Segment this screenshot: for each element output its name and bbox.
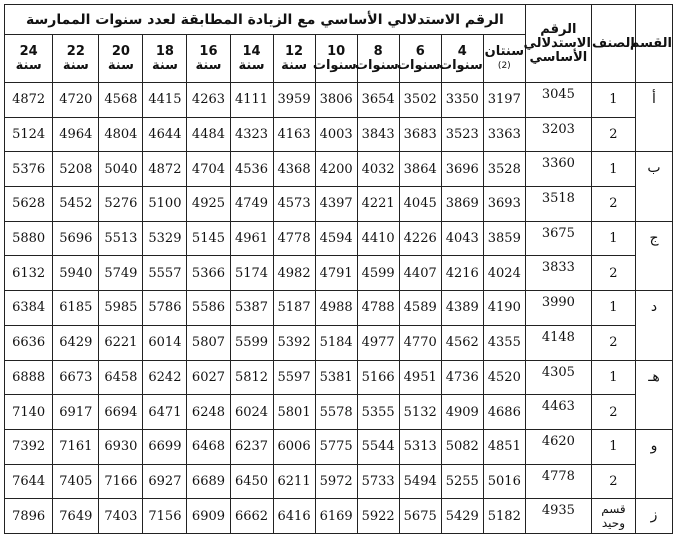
index-value-cell: 3683	[399, 117, 441, 152]
header-years-unit: سنة	[62, 57, 89, 73]
index-value-cell: 5124	[5, 117, 53, 152]
index-value-cell: 6689	[187, 464, 230, 499]
index-value-cell: 4925	[187, 187, 230, 222]
header-years-unit: سنة	[107, 57, 134, 73]
index-value-cell: 5628	[5, 187, 53, 222]
table-row	[5, 429, 673, 464]
section-label: ج	[635, 221, 672, 290]
table-row	[5, 187, 673, 222]
index-value-cell: 4589	[399, 291, 441, 326]
grade-cell: 2	[591, 117, 635, 152]
index-value-cell: 4032	[357, 152, 399, 187]
header-years-unit: سنوات	[354, 57, 399, 73]
index-value-cell: 3523	[441, 117, 483, 152]
index-value-cell: 7896	[5, 499, 53, 534]
table-row	[5, 360, 673, 395]
index-value-cell: 6024	[230, 395, 273, 430]
index-value-cell: 6132	[5, 256, 53, 291]
index-value-cell: 4982	[273, 256, 315, 291]
header-years-number: 10	[327, 43, 346, 59]
index-value-cell: 3363	[483, 117, 525, 152]
index-value-cell: 5040	[99, 152, 143, 187]
header-years-9	[99, 35, 143, 83]
index-value-cell: 5184	[315, 325, 357, 360]
index-value-cell: 5985	[99, 291, 143, 326]
grade-cell: 1	[591, 83, 635, 118]
index-value-cell: 3869	[441, 187, 483, 222]
index-value-cell: 6450	[230, 464, 273, 499]
basic-index-cell: 4148	[525, 325, 591, 360]
index-value-cell: 5586	[187, 291, 230, 326]
index-value-cell: 7166	[99, 464, 143, 499]
header-years-2	[396, 35, 441, 83]
index-value-cell: 7405	[53, 464, 99, 499]
index-value-cell: 4964	[53, 117, 99, 152]
index-value-cell: 5366	[187, 256, 230, 291]
index-value-cell: 4720	[53, 83, 99, 118]
index-value-cell: 6416	[273, 499, 315, 534]
index-value-cell: 5696	[53, 221, 99, 256]
grade-cell: 1	[591, 360, 635, 395]
index-value-cell: 5132	[399, 395, 441, 430]
index-value-cell: 5733	[357, 464, 399, 499]
index-value-cell: 4520	[483, 360, 525, 395]
index-value-cell: 4397	[315, 187, 357, 222]
index-value-cell: 3654	[357, 83, 399, 118]
index-value-cell: 5972	[315, 464, 357, 499]
header-years-note: (2)	[497, 60, 511, 71]
index-value-cell: 5182	[483, 499, 525, 534]
index-value-cell: 5082	[441, 429, 483, 464]
index-value-cell: 5329	[143, 221, 187, 256]
table-row	[5, 291, 673, 326]
grade-cell: 2	[591, 187, 635, 222]
header-years-6	[230, 35, 273, 83]
section-label: ب	[635, 152, 672, 221]
index-value-cell: 3959	[273, 83, 315, 118]
index-value-cell: 5557	[143, 256, 187, 291]
index-value-cell: 5578	[315, 395, 357, 430]
index-value-cell: 6237	[230, 429, 273, 464]
basic-index-cell: 3360	[525, 152, 591, 187]
index-value-cell: 4568	[99, 83, 143, 118]
index-value-cell: 4594	[315, 221, 357, 256]
header-years-unit: سنة	[151, 57, 178, 73]
index-value-cell: 5801	[273, 395, 315, 430]
index-value-cell: 6221	[99, 325, 143, 360]
index-value-cell: 4599	[357, 256, 399, 291]
header-years-number: 14	[242, 43, 261, 59]
table-row	[5, 83, 673, 118]
index-value-cell: 5392	[273, 325, 315, 360]
index-value-cell: 4778	[273, 221, 315, 256]
header-years-7	[187, 35, 230, 83]
section-label: أ	[635, 83, 672, 152]
index-value-cell: 4407	[399, 256, 441, 291]
basic-index-cell: 4305	[525, 360, 591, 395]
index-value-cell: 4804	[99, 117, 143, 152]
index-value-cell: 3528	[483, 152, 525, 187]
grade-cell: 2	[591, 325, 635, 360]
index-value-cell: 4389	[441, 291, 483, 326]
index-value-cell: 5208	[53, 152, 99, 187]
header-years-number: 24	[19, 43, 38, 59]
grade-cell: 2	[591, 464, 635, 499]
index-value-cell: 5387	[230, 291, 273, 326]
grade-cell: 1	[591, 429, 635, 464]
section-label: و	[635, 429, 672, 498]
grade-cell: 2	[591, 256, 635, 291]
index-value-cell: 3843	[357, 117, 399, 152]
index-value-cell: 3864	[399, 152, 441, 187]
basic-index-cell: 4620	[525, 429, 591, 464]
index-value-cell: 4951	[399, 360, 441, 395]
index-value-cell: 4190	[483, 291, 525, 326]
header-years-number: 22	[66, 43, 85, 59]
index-value-cell: 5187	[273, 291, 315, 326]
index-value-cell: 4644	[143, 117, 187, 152]
section-label: ز	[635, 499, 672, 534]
index-value-cell: 4988	[315, 291, 357, 326]
index-value-cell: 5922	[357, 499, 399, 534]
index-value-cell: 5775	[315, 429, 357, 464]
index-value-cell: 4415	[143, 83, 187, 118]
basic-index-cell: 4935	[525, 499, 591, 534]
index-value-cell: 3859	[483, 221, 525, 256]
header-years-number: 8	[373, 43, 383, 59]
header-years-number: 16	[199, 43, 218, 59]
index-value-cell: 6468	[187, 429, 230, 464]
header-basic-index: الرقم الاستدلالي الأساسي	[525, 5, 591, 83]
header-years-unit: سنوات	[312, 57, 357, 73]
grade-cell: 2	[591, 395, 635, 430]
index-value-cell: 5880	[5, 221, 53, 256]
section-label: د	[635, 291, 672, 360]
index-value-cell: 5812	[230, 360, 273, 395]
basic-index-cell: 3045	[525, 83, 591, 118]
index-value-cell: 4872	[5, 83, 53, 118]
table-row	[5, 221, 673, 256]
index-value-cell: 6662	[230, 499, 273, 534]
index-value-cell: 7140	[5, 395, 53, 430]
table-row	[5, 395, 673, 430]
header-years-3	[354, 35, 399, 83]
salary-index-table-wrapper	[4, 4, 673, 534]
index-value-cell: 7392	[5, 429, 53, 464]
index-value-cell: 4200	[315, 152, 357, 187]
index-value-cell: 5786	[143, 291, 187, 326]
index-value-cell: 6917	[53, 395, 99, 430]
header-years-number: 18	[155, 43, 174, 59]
table-row	[5, 325, 673, 360]
header-years-unit: سنوات	[439, 57, 483, 73]
index-value-cell: 4736	[441, 360, 483, 395]
index-value-cell: 6006	[273, 429, 315, 464]
index-value-cell: 5355	[357, 395, 399, 430]
index-value-cell: 5452	[53, 187, 99, 222]
basic-index-cell: 3833	[525, 256, 591, 291]
index-value-cell: 5313	[399, 429, 441, 464]
index-value-cell: 7649	[53, 499, 99, 534]
index-value-cell: 4961	[230, 221, 273, 256]
table-row	[5, 152, 673, 187]
index-value-cell: 4043	[441, 221, 483, 256]
section-label: هـ	[635, 360, 672, 429]
index-value-cell: 4323	[230, 117, 273, 152]
index-value-cell: 6927	[143, 464, 187, 499]
index-value-cell: 5166	[357, 360, 399, 395]
basic-index-cell: 3990	[525, 291, 591, 326]
header-section: القسم	[635, 5, 672, 83]
index-value-cell: 4770	[399, 325, 441, 360]
header-years-number: 20	[111, 43, 130, 59]
index-value-cell: 5100	[143, 187, 187, 222]
index-value-cell: 4484	[187, 117, 230, 152]
index-value-cell: 5749	[99, 256, 143, 291]
basic-index-cell: 4463	[525, 395, 591, 430]
index-value-cell: 4263	[187, 83, 230, 118]
index-value-cell: 6248	[187, 395, 230, 430]
index-value-cell: 4704	[187, 152, 230, 187]
index-value-cell: 6636	[5, 325, 53, 360]
header-years-10	[53, 35, 99, 83]
index-value-cell: 6694	[99, 395, 143, 430]
index-value-cell: 6014	[143, 325, 187, 360]
index-value-cell: 7403	[99, 499, 143, 534]
index-value-cell: 6930	[99, 429, 143, 464]
index-value-cell: 4045	[399, 187, 441, 222]
index-value-cell: 4788	[357, 291, 399, 326]
header-years-5	[273, 35, 315, 83]
index-value-cell: 4216	[441, 256, 483, 291]
index-value-cell: 3197	[483, 83, 525, 118]
table-row	[5, 117, 673, 152]
basic-index-cell: 3518	[525, 187, 591, 222]
index-value-cell: 4749	[230, 187, 273, 222]
index-value-cell: 4536	[230, 152, 273, 187]
index-value-cell: 6471	[143, 395, 187, 430]
index-value-cell: 6458	[99, 360, 143, 395]
index-value-cell: 6185	[53, 291, 99, 326]
index-value-cell: 5544	[357, 429, 399, 464]
header-years-0	[483, 35, 525, 83]
salary-index-table	[4, 4, 673, 534]
basic-index-cell: 3203	[525, 117, 591, 152]
index-value-cell: 5255	[441, 464, 483, 499]
basic-index-cell: 4778	[525, 464, 591, 499]
index-value-cell: 5429	[441, 499, 483, 534]
header-years-number: 4	[457, 43, 467, 59]
index-value-cell: 3502	[399, 83, 441, 118]
index-value-cell: 4872	[143, 152, 187, 187]
index-value-cell: 5940	[53, 256, 99, 291]
index-value-cell: 4003	[315, 117, 357, 152]
index-value-cell: 5381	[315, 360, 357, 395]
index-value-cell: 4163	[273, 117, 315, 152]
index-value-cell: 5675	[399, 499, 441, 534]
index-value-cell: 4355	[483, 325, 525, 360]
table-row	[5, 499, 673, 534]
grade-cell: 1	[591, 221, 635, 256]
header-band-title: الرقم الاستدلالي الأساسي مع الزيادة المطابقة لعدد سنوات الممارسة	[5, 5, 526, 35]
table-row	[5, 256, 673, 291]
index-value-cell: 6888	[5, 360, 53, 395]
header-years-unit: سنة	[195, 57, 222, 73]
table-row	[5, 464, 673, 499]
index-value-cell: 4686	[483, 395, 525, 430]
index-value-cell: 6429	[53, 325, 99, 360]
index-value-cell: 6169	[315, 499, 357, 534]
header-years-number: سنتان	[484, 43, 524, 59]
header-years-unit: سنة	[238, 57, 265, 73]
index-value-cell: 4573	[273, 187, 315, 222]
index-value-cell: 5174	[230, 256, 273, 291]
index-value-cell: 4226	[399, 221, 441, 256]
grade-cell: قسم وحيد	[591, 499, 635, 534]
header-years-unit: سنة	[15, 57, 42, 73]
index-value-cell: 4368	[273, 152, 315, 187]
index-value-cell: 7644	[5, 464, 53, 499]
index-value-cell: 6027	[187, 360, 230, 395]
index-value-cell: 4562	[441, 325, 483, 360]
header-years-11	[5, 35, 53, 83]
index-value-cell: 5276	[99, 187, 143, 222]
index-value-cell: 5599	[230, 325, 273, 360]
index-value-cell: 7156	[143, 499, 187, 534]
index-value-cell: 6242	[143, 360, 187, 395]
index-value-cell: 3806	[315, 83, 357, 118]
index-value-cell: 5597	[273, 360, 315, 395]
index-value-cell: 5513	[99, 221, 143, 256]
header-years-4	[312, 35, 357, 83]
index-value-cell: 6909	[187, 499, 230, 534]
index-value-cell: 5376	[5, 152, 53, 187]
index-value-cell: 6699	[143, 429, 187, 464]
index-value-cell: 5807	[187, 325, 230, 360]
index-value-cell: 4851	[483, 429, 525, 464]
basic-index-cell: 3675	[525, 221, 591, 256]
index-value-cell: 4024	[483, 256, 525, 291]
header-years-1	[441, 35, 483, 83]
index-value-cell: 6673	[53, 360, 99, 395]
header-years-number: 6	[415, 43, 425, 59]
index-value-cell: 4909	[441, 395, 483, 430]
index-value-cell: 4111	[230, 83, 273, 118]
index-value-cell: 3350	[441, 83, 483, 118]
header-grade: الصنف	[591, 5, 635, 83]
index-value-cell: 3693	[483, 187, 525, 222]
index-value-cell: 3696	[441, 152, 483, 187]
index-value-cell: 6211	[273, 464, 315, 499]
index-value-cell: 6384	[5, 291, 53, 326]
index-value-cell: 7161	[53, 429, 99, 464]
index-value-cell: 4791	[315, 256, 357, 291]
index-value-cell: 5016	[483, 464, 525, 499]
header-years-8	[143, 35, 187, 83]
header-years-unit: سنوات	[396, 57, 441, 73]
index-value-cell: 4221	[357, 187, 399, 222]
header-years-unit: سنة	[281, 57, 308, 73]
grade-cell: 1	[591, 152, 635, 187]
index-value-cell: 5494	[399, 464, 441, 499]
header-years-number: 12	[285, 43, 304, 59]
index-value-cell: 5145	[187, 221, 230, 256]
grade-cell: 1	[591, 291, 635, 326]
index-value-cell: 4410	[357, 221, 399, 256]
index-value-cell: 4977	[357, 325, 399, 360]
